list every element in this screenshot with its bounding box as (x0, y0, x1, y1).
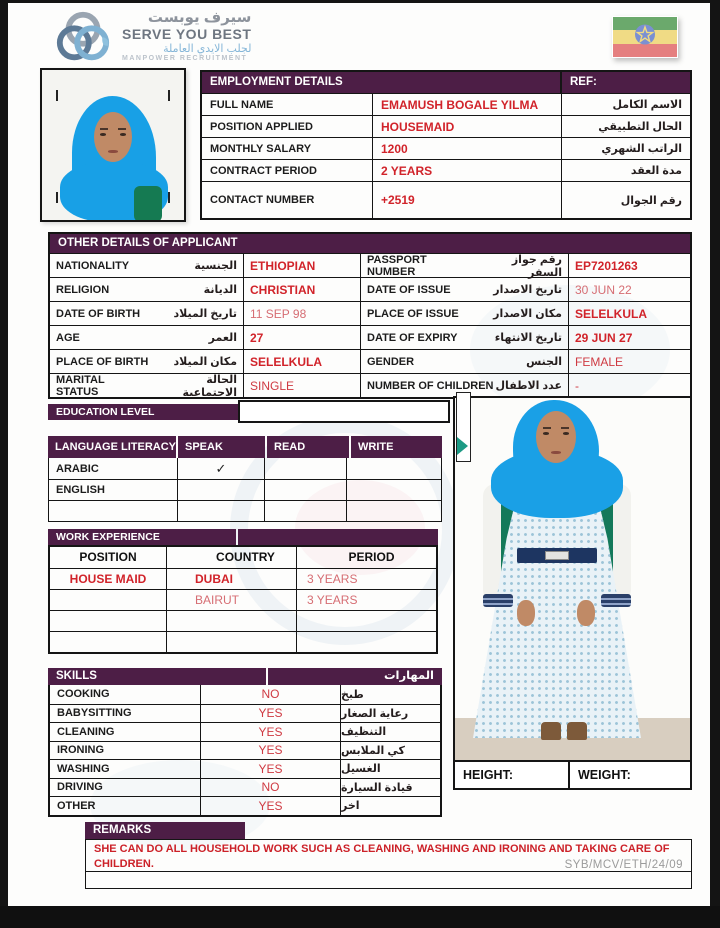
skill-label-arabic: طبخ (340, 685, 440, 704)
reference-code: SYB/MCV/ETH/24/09 (564, 859, 683, 871)
field-value: +2519 (381, 193, 415, 207)
table-row (50, 301, 690, 325)
field-value: 29 JUN 27 (575, 330, 633, 345)
eye (563, 432, 569, 435)
skill-value: YES (258, 761, 283, 776)
position-cell (50, 611, 166, 631)
field-value: CHRISTIAN (250, 282, 316, 297)
skill-value: YES (258, 798, 283, 813)
language-name: ENGLISH (56, 484, 105, 496)
field-label: CONTRACT PERIOD (210, 164, 317, 177)
field-label: DATE OF ISSUE (367, 283, 451, 296)
write-cell (346, 480, 441, 500)
table-row (50, 589, 436, 610)
field-value: FEMALE (575, 354, 624, 369)
skill-label-arabic: الغسيل (340, 760, 440, 778)
education-level-title: EDUCATION LEVEL (48, 404, 238, 420)
table-row (50, 349, 690, 373)
table-row (50, 741, 440, 760)
work-experience-title: WORK EXPERIENCE (48, 529, 236, 545)
table-row (50, 610, 436, 631)
field-label-arabic: رقم الجوال (620, 194, 682, 207)
sandal (567, 722, 587, 740)
field-label-arabic: العمر (208, 332, 237, 344)
eyebrow (100, 128, 108, 130)
field-label-arabic: الحال التطبيقي (598, 121, 682, 133)
skill-value: NO (261, 780, 280, 795)
field-label-arabic: الديانة (203, 284, 237, 296)
skill-label: IRONING (57, 744, 105, 757)
table-row (202, 93, 690, 115)
field-label: CONTACT NUMBER (210, 194, 315, 206)
skills-title-arabic: المهارات (268, 668, 442, 685)
ethiopia-flag-icon (612, 16, 678, 58)
crop-mark (168, 192, 170, 203)
field-label-arabic: الراتب الشهري (601, 143, 682, 155)
speak-cell (177, 480, 264, 500)
skill-label: WASHING (57, 762, 110, 775)
field-label: DATE OF EXPIRY (367, 331, 458, 344)
country-value: DUBAI (195, 572, 233, 586)
speak-cell (177, 501, 264, 521)
teal-triangle-mark (457, 437, 468, 455)
skills-table (48, 685, 442, 817)
skill-label-arabic: التنظيف (340, 723, 440, 741)
hand (577, 600, 595, 626)
field-value: - (575, 378, 579, 393)
eyebrow (543, 427, 551, 429)
other-details-table (48, 232, 692, 399)
remarks-text: SHE CAN DO ALL HOUSEHOLD WORK SUCH AS CLEANING, WASHING AND IRONING AND TAKING CARE OF CHILDREN. (85, 839, 692, 872)
table-row (49, 479, 441, 500)
remarks-title: REMARKS (85, 822, 245, 839)
table-row (50, 253, 690, 277)
eye (543, 432, 549, 435)
column-header: PERIOD (296, 547, 436, 568)
field-label: POSITION APPLIED (210, 120, 313, 133)
column-header: LANGUAGE LITERACY (48, 436, 176, 458)
field-label: RELIGION (56, 283, 110, 296)
period-cell (296, 611, 436, 631)
table-row (50, 778, 440, 797)
language-name: ARABIC (56, 462, 99, 475)
column-header: READ (267, 436, 349, 458)
eyebrow (118, 128, 126, 130)
skill-value: YES (258, 706, 283, 721)
field-value: ETHIOPIAN (250, 258, 316, 273)
skill-label-arabic: قيادة السيارة (340, 779, 440, 797)
field-label-arabic: الجنسية (194, 260, 237, 272)
eye (100, 133, 106, 136)
field-value: EMAMUSH BOGALE YILMA (381, 97, 539, 112)
field-value: 27 (250, 330, 264, 345)
ref-label: REF: (562, 72, 690, 93)
read-cell (264, 501, 346, 521)
eyebrow (561, 427, 569, 429)
agency-name-arabic: سيرف يوبست (147, 9, 252, 26)
table-row (50, 325, 690, 349)
skill-label: COOKING (57, 688, 110, 701)
fullbody-photo-area (455, 398, 690, 760)
language-literacy-table (48, 436, 442, 522)
field-label-arabic: مدة العقد (630, 165, 682, 177)
belt-buckle (545, 551, 569, 560)
field-value: EP7201263 (575, 258, 638, 273)
field-value: SINGLE (250, 378, 295, 393)
field-label-arabic: عدد الاطفال (495, 380, 562, 392)
field-label: NUMBER OF CHILDREN (367, 379, 494, 392)
skill-label-arabic: اخر (340, 797, 440, 815)
column-header: SPEAK (178, 436, 265, 458)
applicant-portrait-photo (40, 68, 186, 222)
skill-label: BABYSITTING (57, 707, 132, 720)
table-row (50, 373, 690, 397)
table-row (49, 458, 441, 479)
skill-value: YES (258, 724, 283, 739)
hand (517, 600, 535, 626)
read-cell (264, 480, 346, 500)
table-row (202, 137, 690, 159)
other-details-title: OTHER DETAILS OF APPLICANT (50, 234, 690, 253)
field-value: SELELKULA (250, 354, 322, 369)
table-row (50, 568, 436, 589)
agency-tagline: MANPOWER RECRUITMENT (122, 55, 248, 62)
agency-logo (52, 8, 251, 71)
scan-artifact (456, 392, 471, 462)
field-label: PASSPORT NUMBER (367, 253, 427, 278)
country-cell (166, 611, 296, 631)
table-row (202, 159, 690, 181)
skill-label: DRIVING (57, 781, 103, 794)
field-value: 11 SEP 98 (250, 306, 307, 321)
field-label-arabic: الحالة الاجتماعية (182, 373, 237, 399)
skill-label: CLEANING (57, 725, 115, 738)
table-row (202, 115, 690, 137)
weight-label: WEIGHT: (578, 768, 631, 782)
field-label: AGE (56, 331, 80, 344)
work-experience-table (48, 545, 438, 654)
knot-logo-icon (52, 8, 114, 71)
skill-value: YES (258, 743, 283, 758)
field-value: 1200 (381, 141, 408, 156)
agency-name: SERVE YOU BEST (122, 26, 252, 42)
field-label: PLACE OF ISSUE (367, 307, 459, 320)
field-value: SELELKULA (575, 306, 647, 321)
portrait-face (94, 112, 132, 162)
field-label-arabic: الجنس (526, 356, 562, 368)
height-label: HEIGHT: (455, 762, 570, 788)
field-label: GENDER (367, 355, 415, 368)
table-row (50, 704, 440, 723)
mouth (108, 150, 118, 153)
field-label: MONTHLY SALARY (210, 142, 312, 155)
table-row (202, 181, 690, 218)
table-row (50, 277, 690, 301)
skill-label-arabic: كي الملابس (340, 742, 440, 760)
employment-details-title: EMPLOYMENT DETAILS (202, 72, 562, 93)
table-row (50, 631, 436, 652)
write-cell (346, 458, 441, 479)
read-cell (264, 458, 346, 479)
table-row (49, 500, 441, 521)
field-label: FULL NAME (210, 98, 274, 111)
mouth (551, 451, 561, 454)
agency-tagline-arabic: لجلب الايدي العاملة (163, 43, 252, 55)
period-value: 3 YEARS (307, 572, 358, 586)
country-value: BAIRUT (195, 593, 240, 607)
language-name (49, 501, 177, 521)
field-label: PLACE OF BIRTH (56, 355, 149, 368)
position-value: HOUSE MAID (69, 572, 147, 586)
country-cell (166, 632, 296, 652)
skill-label-arabic: رعاية الصغار (340, 705, 440, 723)
eye (120, 133, 126, 136)
work-experience-band (238, 529, 438, 545)
field-label-arabic: تاريخ الانتهاء (494, 332, 562, 344)
crop-mark (56, 90, 58, 101)
employment-details-table (200, 70, 692, 220)
position-cell (50, 632, 166, 652)
column-header: WRITE (351, 436, 442, 458)
field-label: NATIONALITY (56, 259, 130, 272)
applicant-fullbody-photo (453, 396, 692, 790)
field-label-arabic: الاسم الكامل (612, 99, 682, 111)
flag-star-emblem (634, 24, 656, 51)
remarks-empty-row (85, 872, 692, 889)
checkmark-icon: ✓ (215, 460, 227, 476)
column-header: POSITION (79, 550, 137, 564)
table-row (50, 796, 440, 815)
period-cell (296, 632, 436, 652)
period-value: 3 YEARS (307, 593, 358, 607)
face (536, 411, 576, 463)
field-label: MARITAL STATUS (56, 373, 105, 398)
field-label-arabic: رقم جواز السفر (511, 253, 562, 279)
scan-bottom-border (0, 906, 720, 928)
sandal (541, 722, 561, 740)
field-label-arabic: تاريخ الاصدار (493, 284, 562, 296)
education-level-value (238, 400, 450, 423)
field-value: 2 YEARS (381, 163, 433, 178)
column-header: COUNTRY (166, 547, 296, 568)
skill-value: NO (261, 687, 280, 702)
crop-mark (168, 90, 170, 101)
table-row (50, 759, 440, 778)
write-cell (346, 501, 441, 521)
crop-mark (56, 192, 58, 203)
field-label-arabic: تاريخ الميلاد (173, 308, 237, 320)
portrait-green-collar (134, 186, 162, 222)
table-row (50, 685, 440, 704)
skills-title: SKILLS (48, 668, 266, 685)
field-value: HOUSEMAID (381, 119, 455, 134)
field-label-arabic: مكان الميلاد (173, 356, 237, 368)
sleeve-cuff (601, 594, 631, 607)
table-row (50, 722, 440, 741)
field-label-arabic: مكان الاصدار (493, 308, 562, 320)
field-label: DATE OF BIRTH (56, 307, 141, 320)
sleeve-cuff (483, 594, 513, 607)
field-value: 30 JUN 22 (575, 282, 632, 297)
skill-label: OTHER (57, 799, 96, 812)
